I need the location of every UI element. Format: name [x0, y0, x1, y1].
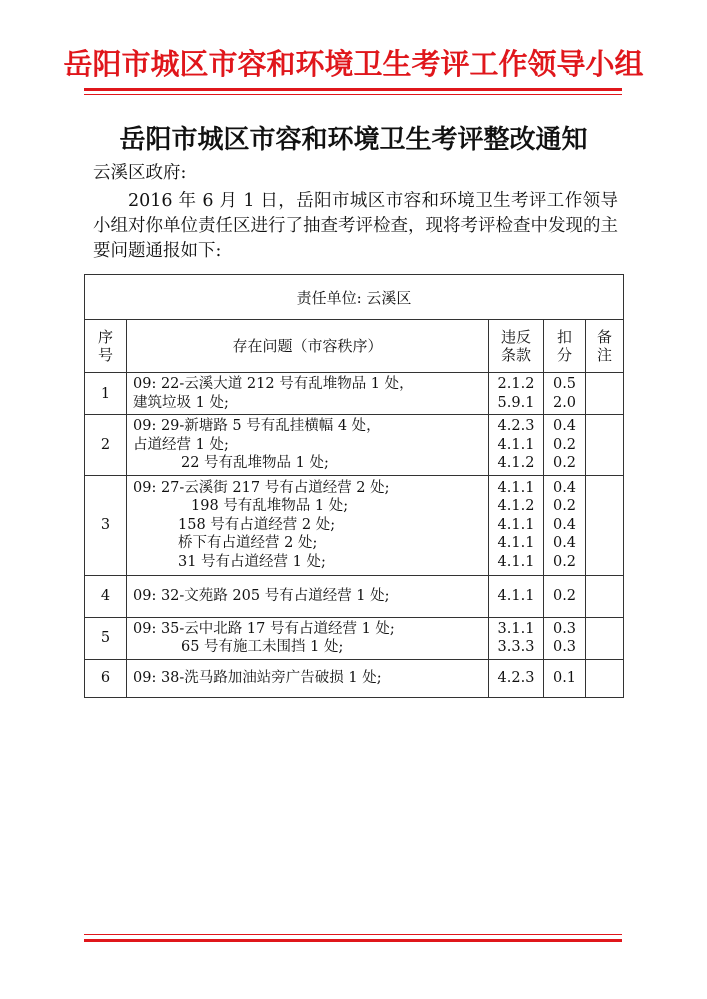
- issue-cell: 09: 38-洗马路加油站旁广告破损 1 处;: [127, 659, 489, 697]
- issue-cell: 09: 29-新塘路 5 号有乱挂横幅 4 处， 占道经营 1 处; 22 号有乱堆物品 1 处;: [127, 415, 489, 476]
- row-number: 2: [85, 415, 127, 476]
- col-header-issue: 存在问题（市容秩序）: [127, 320, 489, 373]
- note-cell: [586, 617, 624, 659]
- issue-cell: 09: 22-云溪大道 212 号有乱堆物品 1 处， 建筑垃圾 1 处;: [127, 373, 489, 415]
- row-number: 5: [85, 617, 127, 659]
- addressee: 云溪区政府:: [93, 163, 187, 183]
- table-row: [85, 575, 624, 617]
- issue-cell: 09: 35-云中北路 17 号有占道经营 1 处; 65 号有施工未围挡 1 处;: [127, 617, 489, 659]
- col-header-number: 序 号: [85, 320, 127, 373]
- table-row: [85, 475, 624, 575]
- clause-cell: 2.1.2 5.9.1: [489, 373, 544, 415]
- row-number: 3: [85, 475, 127, 575]
- table-row: [85, 659, 624, 697]
- clause-cell: 4.2.3: [489, 659, 544, 697]
- col-header-note: 备 注: [586, 320, 624, 373]
- row-number: 4: [85, 575, 127, 617]
- points-cell: 0.1: [544, 659, 586, 697]
- issues-table: [84, 274, 624, 698]
- clause-cell: 4.1.1 4.1.2 4.1.1 4.1.1 4.1.1: [489, 475, 544, 575]
- points-cell: 0.4 0.2 0.2: [544, 415, 586, 476]
- note-cell: [586, 575, 624, 617]
- table-header-row: [85, 320, 624, 373]
- col-header-points: 扣 分: [544, 320, 586, 373]
- clause-cell: 3.1.1 3.3.3: [489, 617, 544, 659]
- note-cell: [586, 415, 624, 476]
- points-cell: 0.2: [544, 575, 586, 617]
- issue-cell: 09: 27-云溪街 217 号有占道经营 2 处; 198 号有乱堆物品 1 处; 158 号有占道经营 2 处; 桥下有占道经营 2 处; 31 号有占道经营 1 处;: [127, 475, 489, 575]
- note-cell: [586, 373, 624, 415]
- table-row: [85, 373, 624, 415]
- col-header-clause: 违反 条款: [489, 320, 544, 373]
- row-number: 1: [85, 373, 127, 415]
- issue-cell: 09: 32-文苑路 205 号有占道经营 1 处;: [127, 575, 489, 617]
- note-cell: [586, 475, 624, 575]
- points-cell: 0.5 2.0: [544, 373, 586, 415]
- header-rule-thin: [84, 94, 622, 95]
- header-rule-thick: [84, 88, 622, 91]
- document-title: 岳阳市城区市容和环境卫生考评整改通知: [119, 125, 588, 155]
- clause-cell: 4.2.3 4.1.1 4.1.2: [489, 415, 544, 476]
- note-cell: [586, 659, 624, 697]
- footer-rule-thin: [84, 934, 622, 935]
- table-row: [85, 617, 624, 659]
- org-header-title: 岳阳市城区市容和环境卫生考评工作领导小组: [63, 47, 644, 81]
- points-cell: 0.4 0.2 0.4 0.4 0.2: [544, 475, 586, 575]
- responsible-unit-cell: 责任单位: 云溪区: [85, 275, 624, 320]
- points-cell: 0.3 0.3: [544, 617, 586, 659]
- footer-rule-thick: [84, 939, 622, 942]
- row-number: 6: [85, 659, 127, 697]
- body-paragraph: 2016 年 6 月 1 日，岳阳市城区市容和环境卫生考评工作领导小组对你单位责任区进行了抽查考评检查，现将考评检查中发现的主要问题通报如下:: [93, 191, 618, 261]
- table-row: [85, 415, 624, 476]
- clause-cell: 4.1.1: [489, 575, 544, 617]
